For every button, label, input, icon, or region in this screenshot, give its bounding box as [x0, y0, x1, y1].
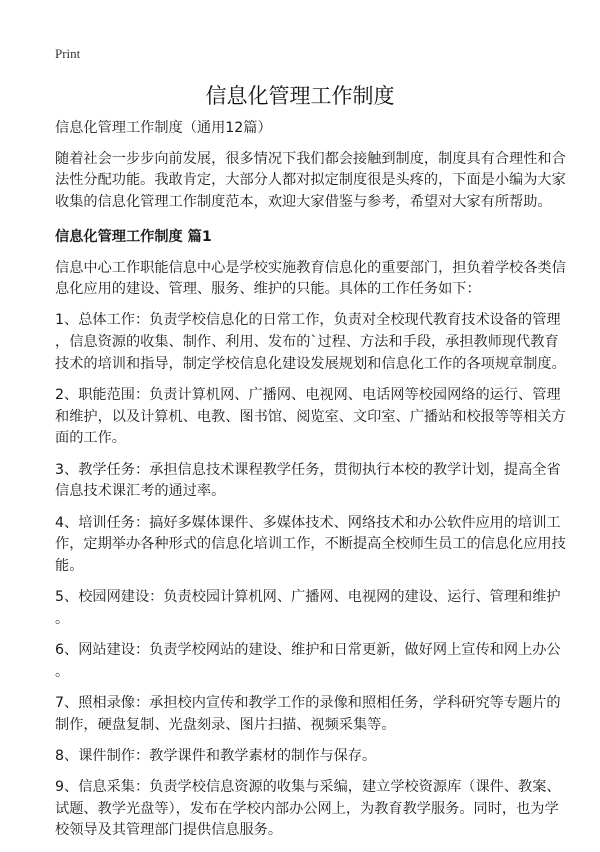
document-body [55, 118, 566, 852]
text-line: 1、总体工作：负责学校信息化的日常工作，负责对全校现代教育技术设备的管理 [55, 312, 561, 329]
text-line: 5、校园网建设：负责校园计算机网、广播网、电视网的建设、运行、管理和维护 [55, 589, 561, 606]
paragraph [55, 693, 561, 736]
section-paragraphs [55, 258, 566, 843]
paragraph [55, 258, 566, 301]
text-line: 信息技术课汇考的通过率。 [55, 483, 226, 500]
text-line: 面的工作。 [55, 430, 126, 447]
text-line: 。 [55, 663, 70, 680]
text-line: 法性分配功能。我敢肯定，大部分人都对拟定制度很是头疼的，下面是小编为大家 [55, 172, 566, 189]
section-heading: 信息化管理工作制度 篇1 [55, 228, 212, 245]
text-line: 。 [55, 610, 70, 627]
document-subtitle: 信息化管理工作制度（通用12篇） [55, 120, 272, 136]
text-line: 7、照相录像：承担校内宣传和教学工作的录像和照相任务，学科研究等专题片的 [55, 694, 561, 711]
text-line: 能。 [55, 557, 84, 574]
text-line: 作，定期举办各种形式的信息化培训工作，不断提高全校师生员工的信息化应用技 [55, 536, 566, 553]
text-line: 试题、教学光盘等），发布在学校内部办公网上，为教育教学服务。同时，也为学 [55, 800, 559, 817]
text-line: 技术的培训和指导，制定学校信息化建设发展规划和信息化工作的各项规章制度。 [55, 355, 566, 372]
text-line: 4、培训任务：搞好多媒体课件、多媒体技术、网络技术和办公软件应用的培训工 [55, 514, 561, 531]
text-line: ，信息资源的收集、制作、利用、发布的`过程、方法和手段，承担教师现代教育 [55, 334, 559, 351]
text-line: 9、信息采集：负责学校信息资源的收集与采编，建立学校资源库（课件、教案、 [55, 779, 561, 796]
document-title: 信息化管理工作制度 [205, 84, 395, 108]
text-line: 随着社会一步步向前发展，很多情况下我们都会接触到制度，制度具有合理性和合 [55, 150, 566, 167]
text-line: 和维护，以及计算机、电教、图书馆、阅览室、文印室、广播站和校报等等相关方 [55, 408, 566, 425]
text-line: 制作，硬盘复制、光盘刻录、图片扫描、视频采集等。 [55, 716, 396, 733]
text-line: 息化应用的建设、管理、服务、维护的只能。具体的工作任务如下： [55, 281, 481, 298]
text-line: 信息中心工作职能信息中心是学校实施教育信息化的重要部门，担负着学校各类信 [55, 259, 566, 276]
print-link[interactable]: Print [55, 46, 81, 61]
paragraph [55, 746, 555, 768]
text-line: 校领导及其管理部门提供信息服务。 [55, 822, 283, 839]
paragraph [55, 460, 561, 503]
paragraph [55, 513, 566, 578]
paragraph [55, 640, 561, 683]
text-line: 3、教学任务：承担信息技术课程教学任务，贯彻执行本校的教学计划，提高全省 [55, 461, 561, 478]
text-line: 收集的信息化管理工作制度范本，欢迎大家借鉴与参考，希望对大家有所帮助。 [55, 194, 552, 211]
text-line: 8、课件制作：教学课件和教学素材的制作与保存。 [55, 747, 377, 764]
paragraph [55, 587, 561, 630]
paragraph [55, 777, 561, 842]
text-line: 6、网站建设：负责学校网站的建设、维护和日常更新，做好网上宣传和网上办公 [55, 642, 561, 659]
intro-paragraph [55, 149, 566, 214]
paragraph [55, 310, 566, 375]
text-line: 2、职能范围：负责计算机网、广播网、电视网、电话网等校园网络的运行、管理 [55, 387, 561, 404]
paragraph [55, 385, 566, 450]
